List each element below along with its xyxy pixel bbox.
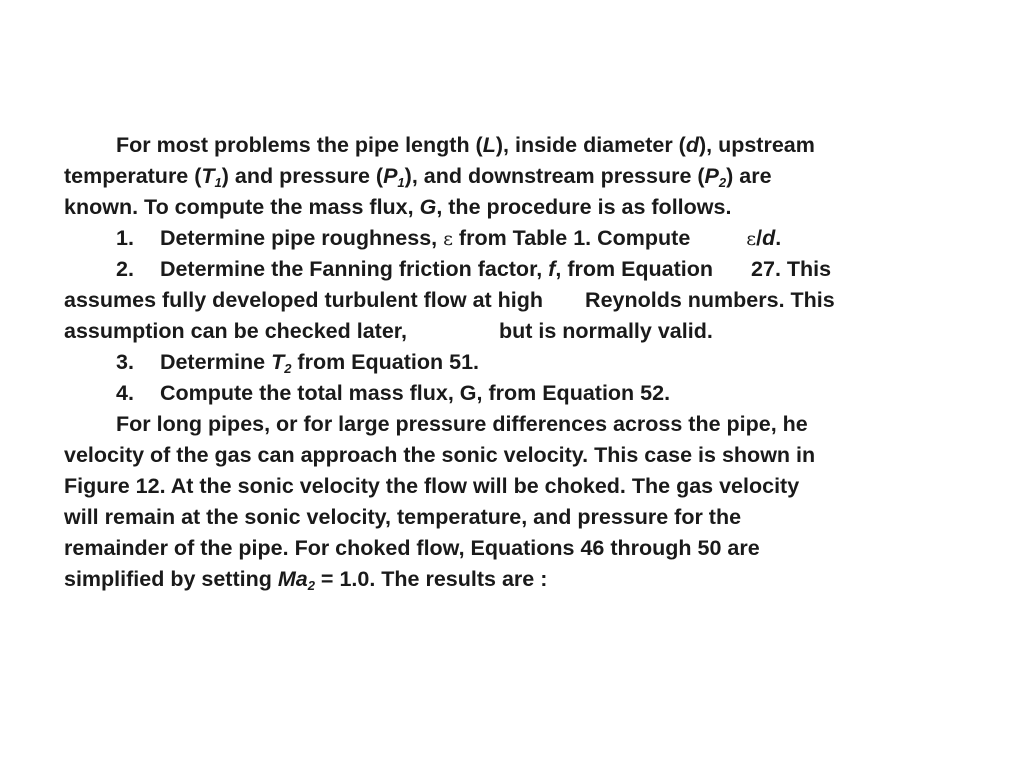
step-3: 3. Determine $T_2$ from Equation 51. (116, 350, 480, 376)
paragraph-1-line-1: For most problems the pipe length (L), inside diameter (d), upstream (116, 133, 815, 157)
epsilon-symbol: ε (443, 228, 453, 250)
step-3-number: 3 (116, 350, 128, 374)
paragraph-2-line-5: remainder of the pipe. For choked flow, Equations 46 through 50 are (64, 536, 760, 560)
step-2-line-2: assumes fully developed turbulent flow at high Reynolds numbers. This (64, 288, 835, 312)
paragraph-1-line-2: temperature $(T_1)$ and pressure $(P_1)$, and downstream pressure $(P_2)$ are (64, 164, 772, 190)
paragraph-1-line-3: known. To compute the mass flux, G, the procedure is as follows. (64, 195, 732, 219)
step-4: 4. Compute the total mass flux, G, from Equation 52. (116, 381, 671, 405)
step-4-number: 4 (116, 381, 128, 405)
paragraph-2-line-4: will remain at the sonic velocity, temperature, and pressure for the (64, 505, 742, 529)
paragraph-2-line-2: velocity of the gas can approach the sonic velocity. This case is shown in (64, 443, 816, 467)
paragraph-2-line-1: For long pipes, or for large pressure differences across the pipe, he (116, 412, 808, 436)
step-2-number: 2 (116, 257, 128, 281)
step-1-number: 1 (116, 226, 128, 250)
epsilon-symbol: ε (746, 228, 757, 250)
body-text (64, 130, 994, 595)
step-2: 2. Determine the Fanning friction factor, f, from Equation 27. This (116, 257, 832, 281)
step-1: 1. Determine pipe roughness, ε from Table 1. Compute ε/d. (116, 226, 782, 250)
paragraph-2-line-6: simplified by setting $Ma_2 = 1.0$. The results are : (64, 567, 548, 593)
paragraph-2-line-3: Figure 12. At the sonic velocity the flow will be choked. The gas velocity (64, 474, 800, 498)
step-2-line-3: assumption can be checked later, but is normally valid. (64, 319, 713, 343)
